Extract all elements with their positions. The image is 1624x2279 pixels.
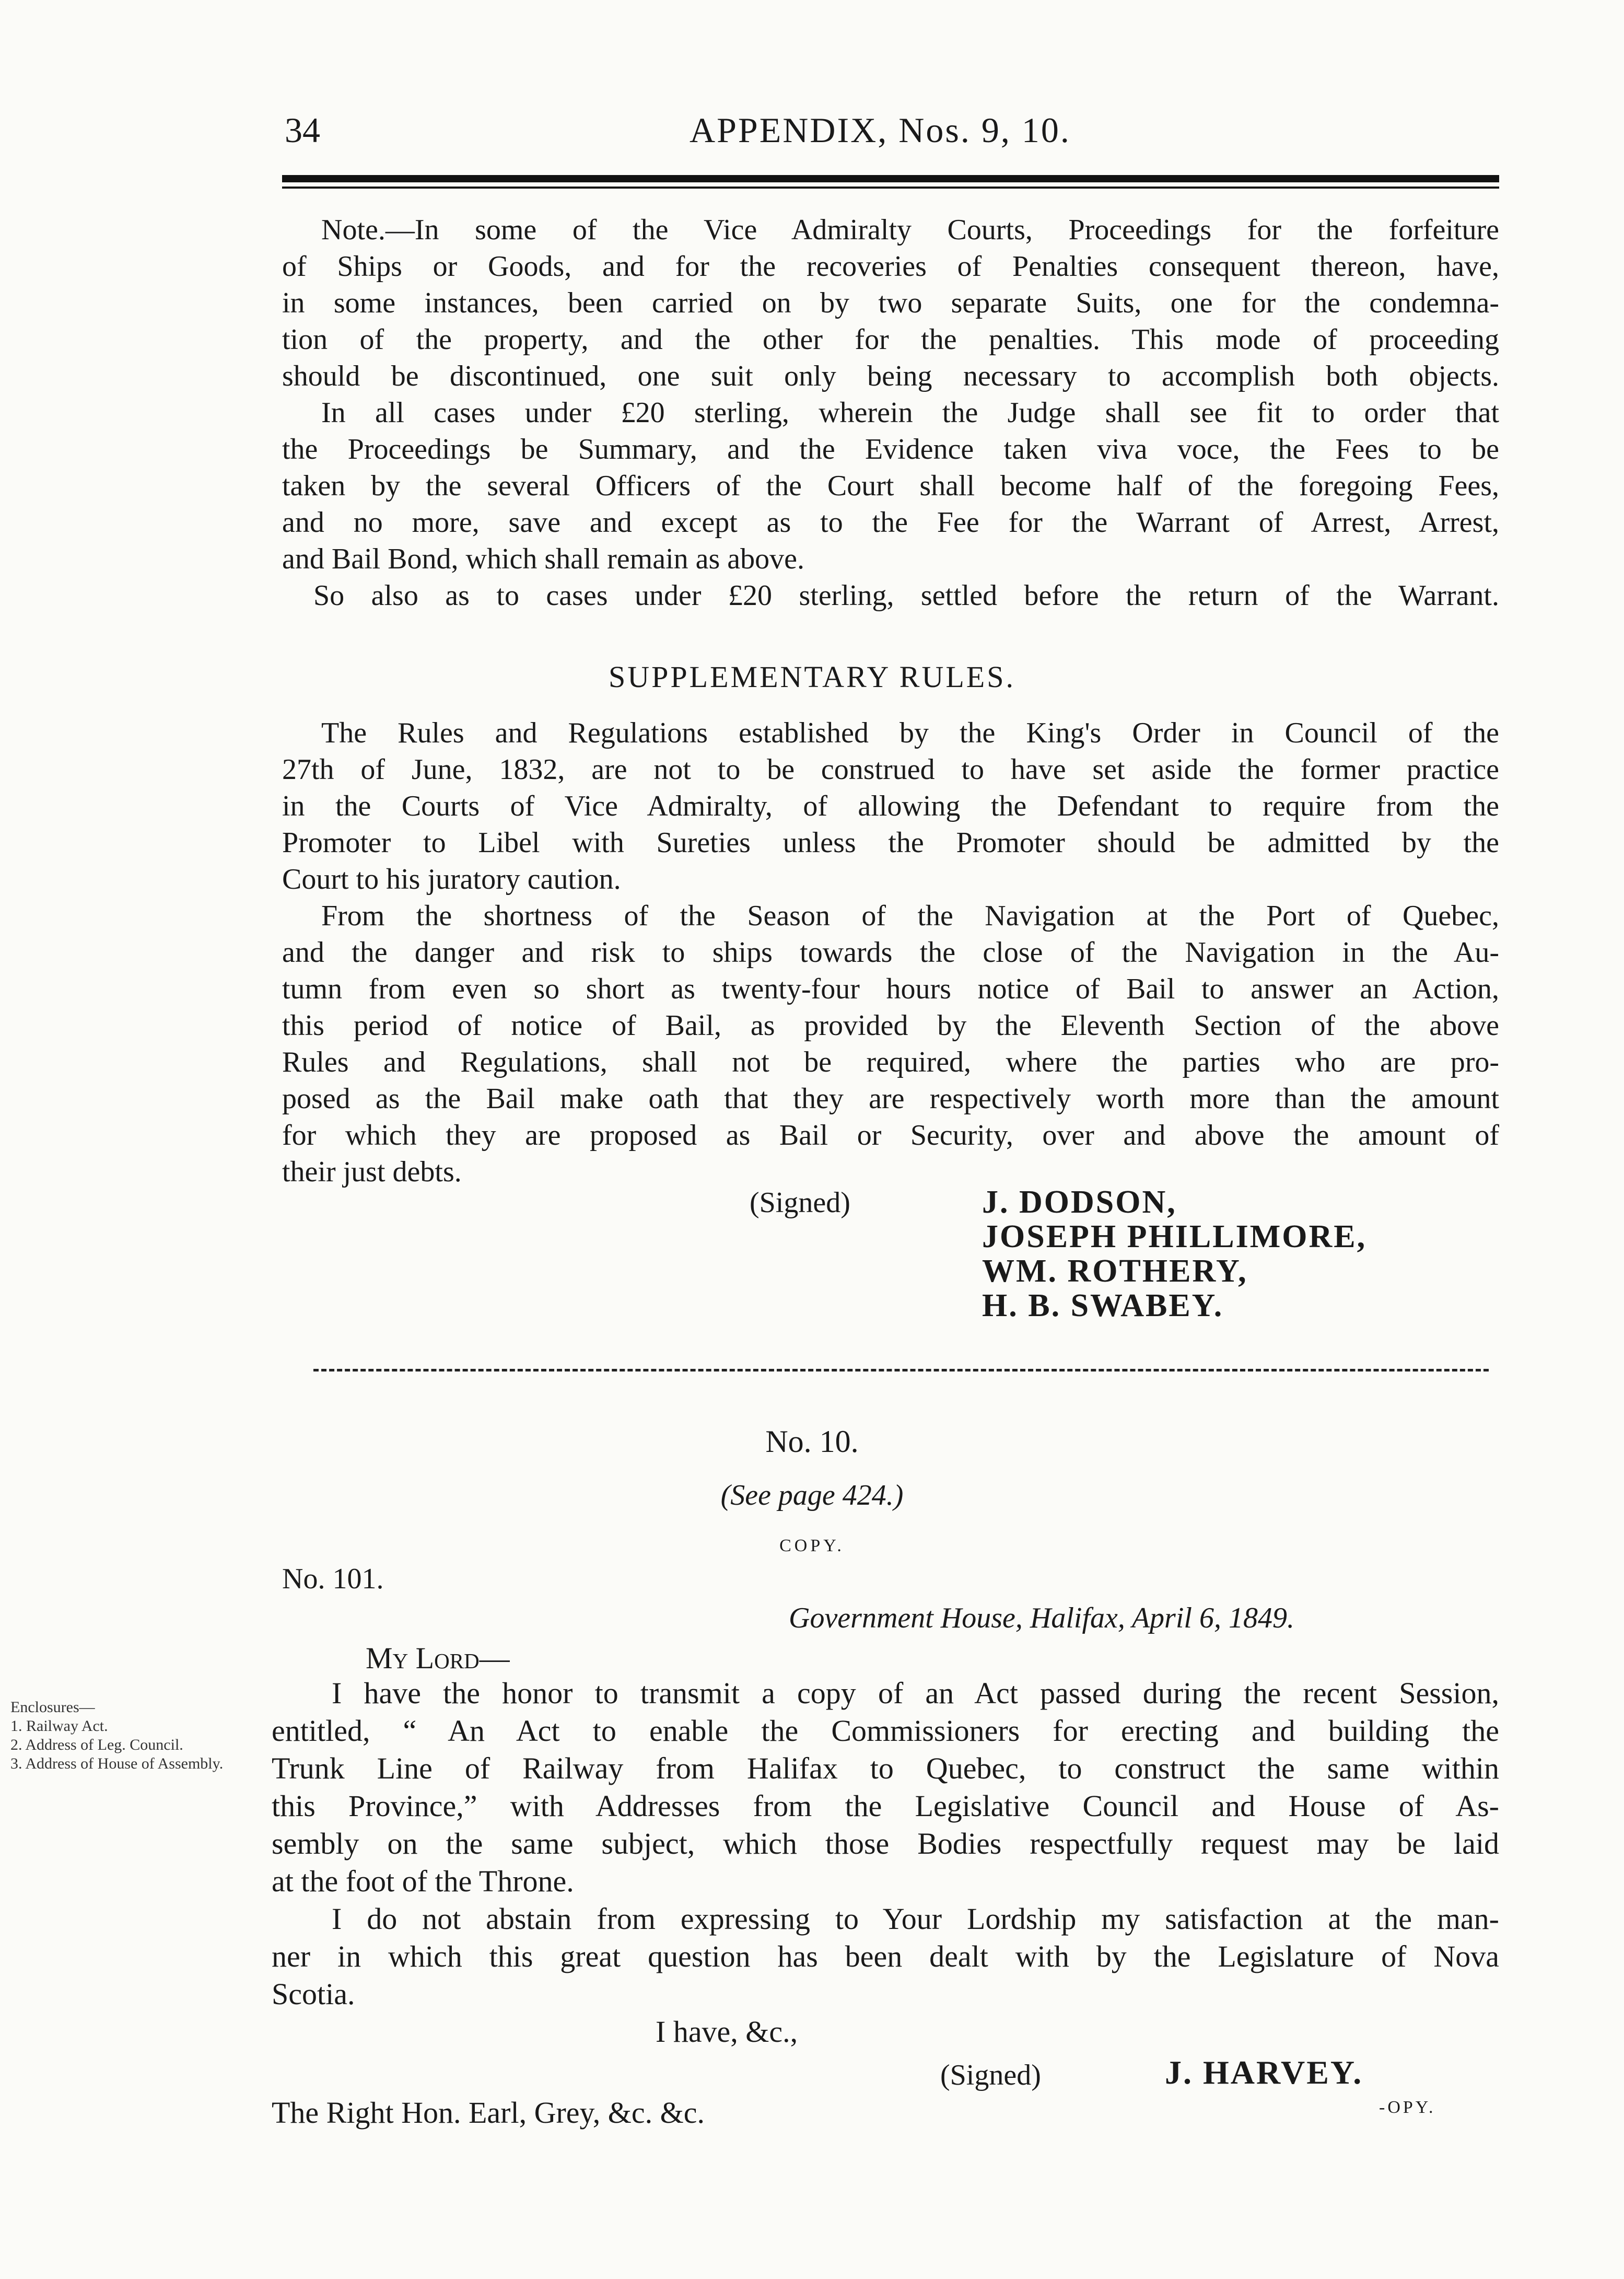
letter-number: No. 101. <box>282 1563 384 1595</box>
rules-line: Rules and Regulations, shall not be required, where the parties who are pro- <box>282 1046 1499 1078</box>
note-line: So also as to cases under £20 sterling, settled before the return of the Warrant. <box>313 579 1499 612</box>
copy-label: COPY. <box>779 1536 845 1555</box>
rules-line: this period of notice of Bail, as provided by the Eleventh Section of the above <box>282 1009 1499 1042</box>
signer-name: WM. ROTHERY, <box>982 1253 1248 1289</box>
letter-line: Trunk Line of Railway from Halifax to Quebec, to construct the same within <box>272 1751 1499 1785</box>
note-line: the Proceedings be Summary, and the Evidence taken viva voce, the Fees to be <box>282 433 1499 466</box>
header-rule-thin <box>282 187 1499 189</box>
copy-fragment: -OPY. <box>1379 2098 1436 2117</box>
rules-line: Promoter to Libel with Sureties unless the Promoter should be admitted by the <box>282 827 1499 859</box>
letter-line: I have the honor to transmit a copy of an Act passed during the recent Session, <box>332 1676 1499 1710</box>
rules-line: in the Courts of Vice Admiralty, of allowing the Defendant to require from the <box>282 790 1499 822</box>
page-number: 34 <box>285 110 320 150</box>
note-line: Note.—In some of the Vice Admiralty Courts, Proceedings for the forfeiture <box>321 214 1499 246</box>
margin-note-line: 2. Address of Leg. Council. <box>10 1736 183 1753</box>
margin-note-line: 1. Railway Act. <box>10 1717 108 1735</box>
rules-line: The Rules and Regulations established by the King's Order in Council of the <box>321 717 1499 749</box>
rules-line: their just debts. <box>282 1156 462 1188</box>
note-line: and Bail Bond, which shall remain as above. <box>282 543 804 575</box>
note-line: taken by the several Officers of the Court shall become half of the foregoing Fees, <box>282 470 1499 502</box>
note-line: should be discontinued, one suit only being necessary to accomplish both objects. <box>282 360 1499 392</box>
note-line: and no more, save and except as to the Fee for the Warrant of Arrest, Arrest, <box>282 506 1499 539</box>
supplementary-paragraph <box>282 715 1499 1190</box>
letter-line: ner in which this great question has been dealt with by the Legislature of Nova <box>272 1939 1499 1973</box>
note-paragraph <box>282 212 1499 614</box>
signer-name: J. DODSON, <box>982 1184 1177 1220</box>
rules-line: for which they are proposed as Bail or Security, over and above the amount of <box>282 1119 1499 1152</box>
rules-line: posed as the Bail make oath that they are respectively worth more than the amount <box>282 1083 1499 1115</box>
document-number: No. 10. <box>765 1424 859 1459</box>
closing: I have, &c., <box>656 2015 798 2049</box>
salutation: My Lord— <box>366 1641 510 1675</box>
letter-signer: J. HARVEY. <box>1165 2054 1363 2091</box>
letter-line: Scotia. <box>272 1977 355 2011</box>
note-line: of Ships or Goods, and for the recoveries of Penalties consequent thereon, have, <box>282 250 1499 283</box>
signed-label: (Signed) <box>750 1187 850 1219</box>
margin-note-line: 3. Address of House of Assembly. <box>10 1755 224 1772</box>
rules-line: tumn from even so short as twenty-four hours notice of Bail to answer an Action, <box>282 973 1499 1005</box>
see-page-reference: (See page 424.) <box>720 1479 904 1511</box>
header-rule <box>282 175 1499 182</box>
rules-line: From the shortness of the Season of the Navigation at the Port of Quebec, <box>321 900 1499 932</box>
letter-line: sembly on the same subject, which those Bodies respectfully request may be laid <box>272 1827 1499 1861</box>
letter-body <box>272 1675 1499 2013</box>
signed-label-2: (Signed) <box>940 2059 1041 2091</box>
note-line: in some instances, been carried on by two separate Suits, one for the condemna- <box>282 287 1499 319</box>
signer-name: H. B. SWABEY. <box>982 1288 1224 1323</box>
enclosures-margin-note <box>10 1698 240 1773</box>
rules-line: 27th of June, 1832, are not to be construed to have set aside the former practice <box>282 753 1499 786</box>
section-heading: SUPPLEMENTARY RULES. <box>609 660 1015 694</box>
letter-line: at the foot of the Throne. <box>272 1864 574 1898</box>
dateline: Government House, Halifax, April 6, 1849. <box>789 1602 1294 1634</box>
rules-line: and the danger and risk to ships towards the close of the Navigation in the Au- <box>282 936 1499 969</box>
letter-line: entitled, “ An Act to enable the Commissioners for erecting and building the <box>272 1714 1499 1748</box>
note-line: tion of the property, and the other for the penalties. This mode of proceeding <box>282 323 1499 356</box>
letter-line: this Province,” with Addresses from the Legislative Council and House of As- <box>272 1789 1499 1823</box>
addressee: The Right Hon. Earl, Grey, &c. &c. <box>272 2096 705 2130</box>
note-line: In all cases under £20 sterling, wherein the Judge shall see fit to order that <box>321 397 1499 429</box>
signers-list <box>982 1185 1366 1323</box>
running-title: APPENDIX, Nos. 9, 10. <box>690 110 1071 150</box>
rules-line: Court to his juratory caution. <box>282 863 621 896</box>
section-divider <box>313 1369 1489 1371</box>
margin-note-line: Enclosures— <box>10 1699 95 1716</box>
page-header <box>0 110 1624 157</box>
signer-name: JOSEPH PHILLIMORE, <box>982 1219 1367 1254</box>
letter-line: I do not abstain from expressing to Your Lordship my satisfaction at the man- <box>332 1902 1499 1936</box>
